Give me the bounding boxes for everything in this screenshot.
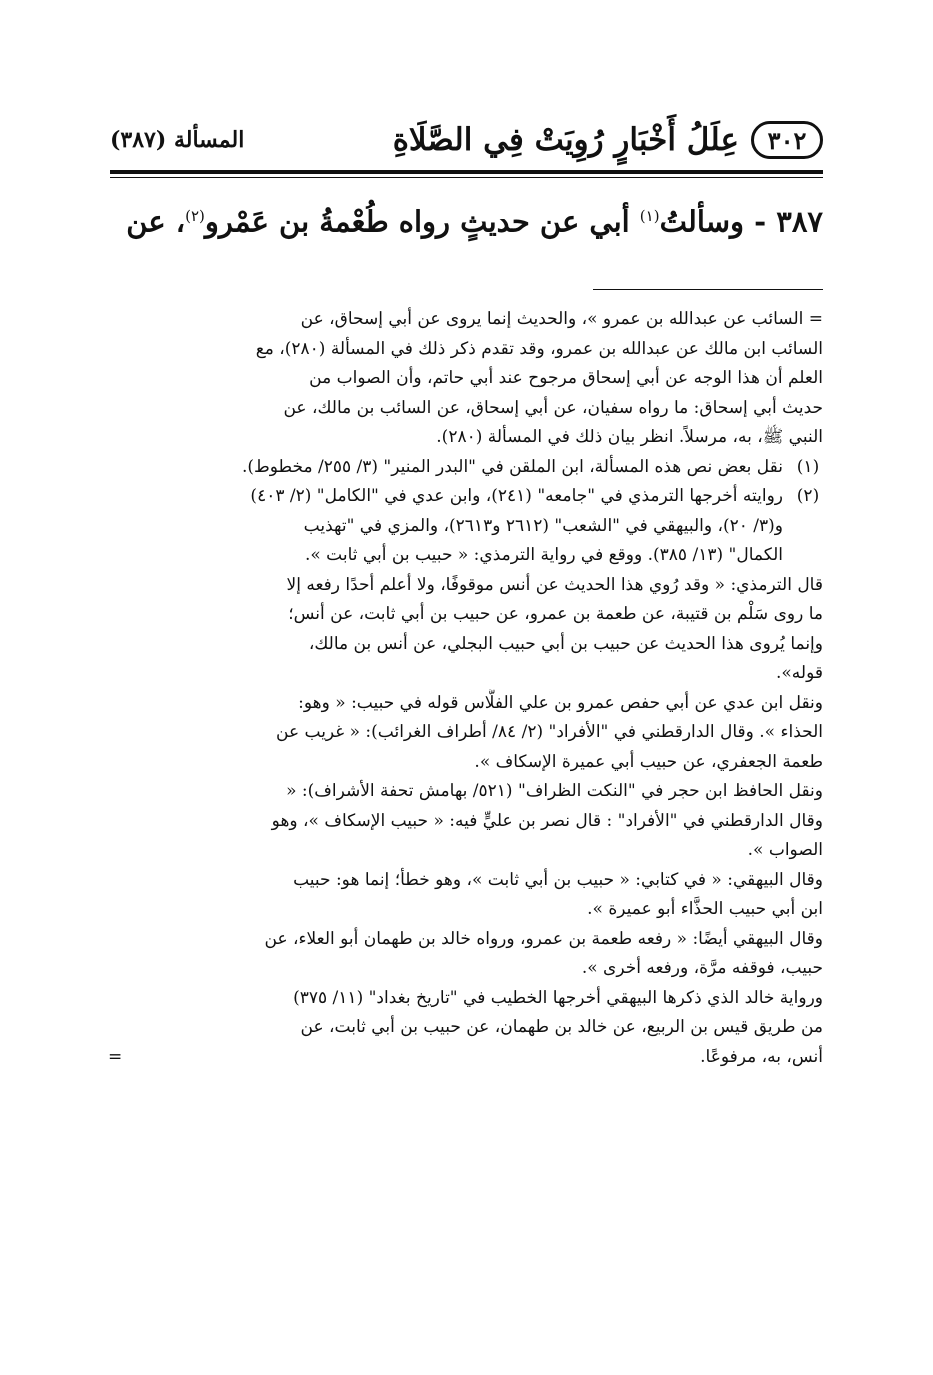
header-rule-thick [110, 170, 823, 174]
footnote-line: وقال البيهقي: « في كتابي: « حبيب بن أبي ثابت »، وهو خطأ؛ إنما هو: حبيب [293, 869, 823, 890]
footnote-line: و(٣/ ٢٠)، والبيهقي في "الشعب" (٢٦١٢ و٢٦١٣)، والمزي في "تهذيب [303, 515, 783, 536]
footnote-last-line [108, 1043, 823, 1073]
issue-label: المسألة (٣٨٧) [110, 127, 245, 153]
footnote-line: حبيب، فوقفه مرَّة، ورفعه أخرى ». [581, 958, 823, 978]
footnote-line: = السائب عن عبدالله بن عمرو »، والحديث إنما يروى عن أبي إسحاق، عن [300, 309, 823, 329]
question-text-middle: أبي عن حديثٍ رواه طُعْمةُ بن عَمْرو [204, 204, 640, 239]
footnote-line: أنس، به، مرفوعًا. [700, 1046, 823, 1067]
footnote-separator [593, 289, 823, 290]
footnote-line: الكمال" (١٣/ ٣٨٥). ووقع في رواية الترمذي: « حبيب بن أبي ثابت ». [304, 545, 783, 565]
footnote-ref-2: (٢) [185, 207, 205, 225]
footnote-line: العلم أن هذا الوجه عن أبي إسحاق مرجوح عند أبي حاتم، وأن الصواب من [309, 368, 823, 388]
footnote-line: ما روى سَلْم بن قتيبة، عن طعمة بن عمرو، عن حبيب بن أبي ثابت، عن أنس؛ [288, 604, 823, 624]
footnote-line: ورواية خالد الذي ذكرها البيهقي أخرجها الخطيب في "تاريخ بغداد" (١١/ ٣٧٥) [293, 987, 823, 1008]
question-line [110, 188, 823, 250]
header-rule-thin [110, 177, 823, 178]
page-header [110, 112, 823, 168]
page-number: ٣٠٢ [751, 121, 823, 159]
book-title: عِلَلُ أَخْبَارٍ رُوِيَتْ فِي الصَّلَاةِ [392, 122, 739, 158]
footnote-1-number: (١) [796, 456, 820, 477]
footnote-line: ونقل الحافظ ابن حجر في "النكت الظراف" (٥٢١/ بهامش تحفة الأشراف): « [286, 781, 823, 801]
header-right-group [393, 121, 823, 159]
footnote-line: وقال الدارقطني في "الأفراد" : قال نصر بن عليٍّ فيه: « حبيب الإسكاف »، وهو [271, 810, 823, 831]
footnote-2-number: (٢) [796, 486, 820, 506]
footnote-line: ابن أبي حبيب الحذَّاء أبو عميرة ». [587, 899, 823, 919]
footnote-line: من طريق قيس بن الربيع، عن خالد بن طهمان، عن حبيب بن أبي ثابت، عن [300, 1017, 823, 1037]
footnote-line: طعمة الجعفري، عن حبيب أبي عميرة الإسكاف ». [474, 751, 823, 772]
footnote-2 [108, 482, 823, 512]
question-text-end: ، عن [126, 204, 186, 239]
footnote-line: وقال البيهقي أيضًا: « رفعه طعمة بن عمرو، ورواه خالد بن طهمان أبو العلاء، عن [264, 928, 823, 949]
footnote-line: النبي ﷺ، به، مرسلاً. انظر بيان ذلك في المسألة (٢٨٠). [436, 427, 823, 447]
footnote-line: حديث أبي إسحاق: ما رواه سفيان، عن أبي إسحاق، عن السائب بن مالك، عن [283, 397, 823, 418]
footnote-ref-1: (١) [639, 207, 660, 225]
footnote-line: ونقل ابن عدي عن أبي حفص عمرو بن علي الفلَّاس قوله في حبيب: « وهو: [298, 692, 823, 713]
footnotes-block [108, 305, 823, 1072]
footnote-line: السائب ابن مالك عن عبدالله بن عمرو، وقد تقدم ذكر ذلك في المسألة (٢٨٠)، مع [255, 338, 823, 359]
footnote-line: قوله». [775, 663, 823, 683]
question-text-start: ٣٨٧ - وسألتُ [659, 204, 823, 239]
footnote-line: وإنما يُروى هذا الحديث عن حبيب بن أبي حبيب البجلي، عن أنس بن مالك، [308, 633, 823, 654]
footnote-line: قال الترمذي: « وقد رُوي هذا الحديث عن أنس موقوفًا، ولا أعلم أحدًا رفعه إلا [286, 574, 823, 595]
footnote-2-text: روايته أخرجها الترمذي في "جامعه" (٢٤١)، وابن عدي في "الكامل" (٢/ ٤٠٣) [250, 486, 783, 506]
continuation-mark: = [108, 1046, 123, 1067]
footnote-line: الصواب ». [747, 840, 823, 860]
footnote-line: الحذاء ». وقال الدارقطني في "الأفراد" (٢/ ٨٤/ أطراف الغرائب): « غريب عن [276, 722, 823, 742]
footnote-1-text: نقل بعض نص هذه المسألة، ابن الملقن في "البدر المنير" (٣/ ٢٥٥/ مخطوط). [241, 456, 783, 477]
footnote-1 [108, 453, 823, 483]
